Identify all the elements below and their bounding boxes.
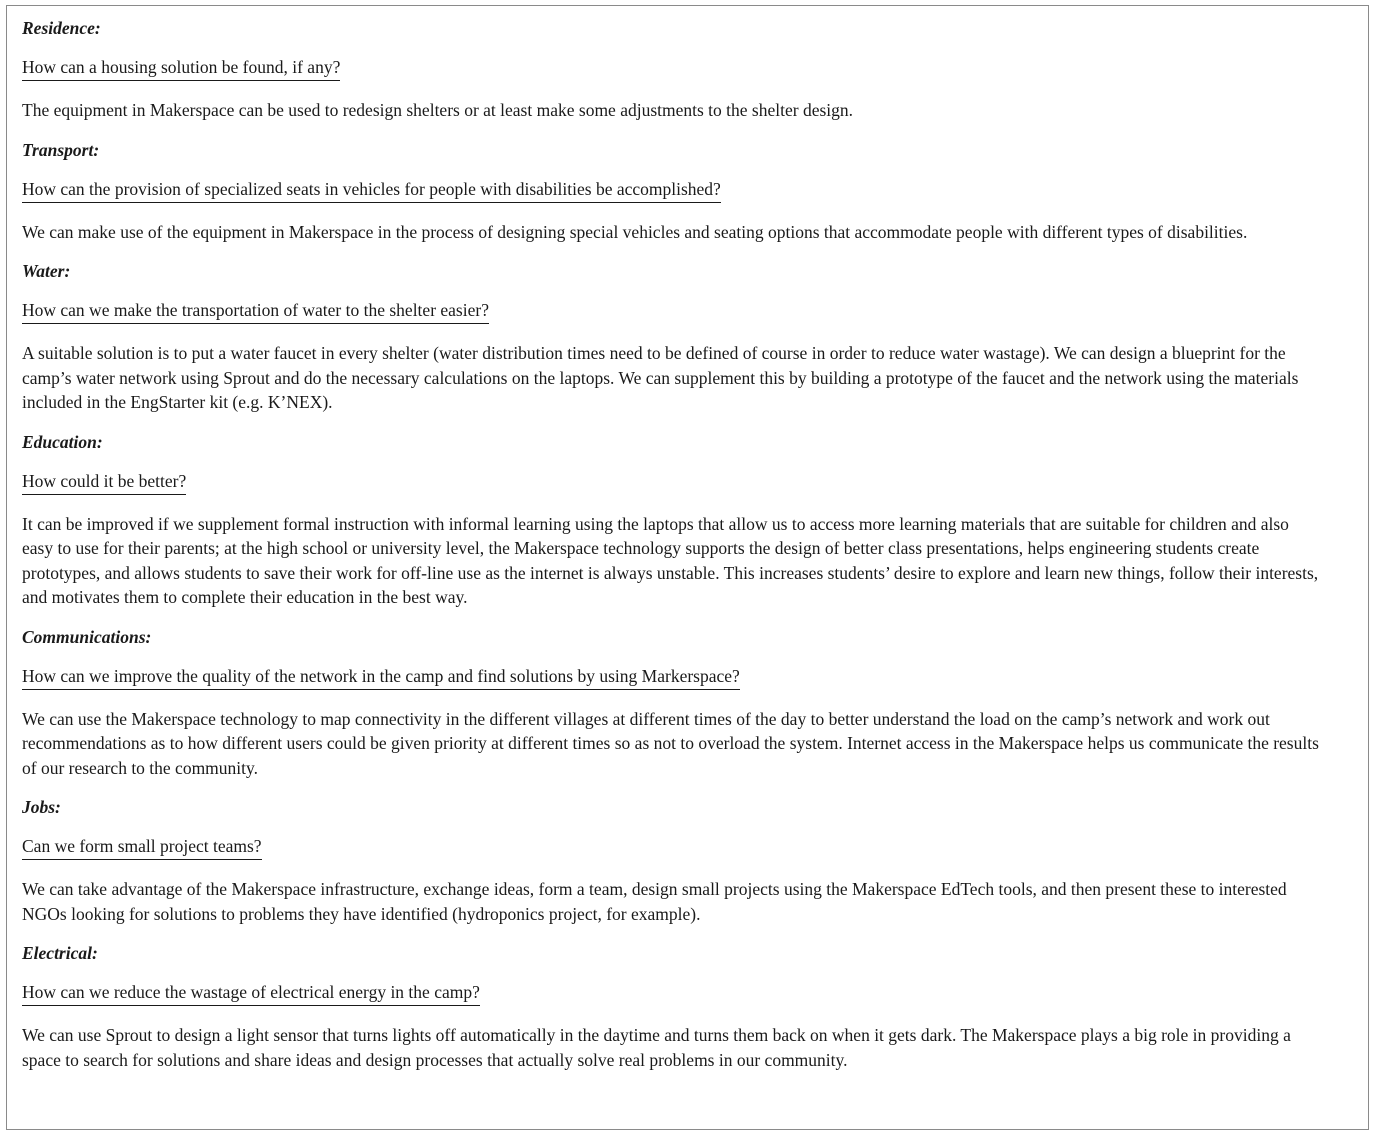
- section-heading: Residence:: [22, 18, 101, 38]
- section-heading: Transport:: [22, 139, 100, 160]
- section-education: [22, 430, 1322, 610]
- section-residence: [22, 16, 1322, 123]
- section-heading: Communications:: [22, 626, 152, 647]
- section-answer: We can make use of the equipment in Makerspace in the process of designing special vehicles and seating options that accommodate people with different types of disabilities.: [22, 221, 1248, 242]
- section-question: How can we improve the quality of the network in the camp and find solutions by using Markerspace?: [22, 665, 740, 690]
- section-answer: We can use Sprout to design a light sensor that turns lights off automatically in the daytime and turns them back on when it gets dark. The Makerspace plays a big role in providing a space to search for solutions and share ideas and design processes that actually solve real problems in our community.: [22, 1025, 1291, 1070]
- section-answer: We can take advantage of the Makerspace infrastructure, exchange ideas, form a team, design small projects using the Makerspace EdTech tools, and then present these to interested NGOs looking for solutions to problems they have identified (hydroponics project, for example).: [22, 879, 1287, 924]
- document-body: [22, 16, 1322, 1087]
- section-question: How could it be better?: [22, 470, 186, 495]
- section-transport: [22, 138, 1322, 245]
- section-answer: A suitable solution is to put a water faucet in every shelter (water distribution times need to be defined of course in order to reduce water wastage). We can design a blueprint for the camp’s water network using Sprout and do the necessary calculations on the laptops. We can supplement this by building a prototype of the faucet and the network using the materials included in the EngStarter kit (e.g. K’NEX).: [22, 343, 1299, 412]
- section-electrical: [22, 941, 1322, 1072]
- section-answer: It can be improved if we supplement formal instruction with informal learning using the laptops that allow us to access more learning materials that are suitable for children and also easy to use for their parents; at the high school or university level, the Makerspace technology supports the design of better class presentations, helps engineering students create prototypes, and allows students to save their work for off-line use as the internet is always unstable. This increases students’ desire to explore and learn new things, follow their interests, and motivates them to complete their education in the best way.: [22, 513, 1319, 607]
- section-heading: Electrical:: [22, 943, 98, 963]
- section-answer: We can use the Makerspace technology to map connectivity in the different villages at different times of the day to better understand the load on the camp’s network and work out recommendations as to how different users could be given priority at different times so as not to overload the system. Internet access in the Makerspace helps us communicate the results of our research to the community.: [22, 708, 1319, 778]
- section-question: How can we reduce the wastage of electrical energy in the camp?: [22, 981, 480, 1006]
- section-question: How can we make the transportation of water to the shelter easier?: [22, 299, 489, 324]
- section-question: How can a housing solution be found, if any?: [22, 56, 340, 81]
- section-water: [22, 259, 1322, 415]
- section-communications: [22, 625, 1322, 781]
- section-answer: The equipment in Makerspace can be used to redesign shelters or at least make some adjustments to the shelter design.: [22, 100, 854, 120]
- section-heading: Education:: [22, 431, 103, 452]
- section-question: Can we form small project teams?: [22, 835, 262, 860]
- section-jobs: [22, 795, 1322, 926]
- section-heading: Jobs:: [22, 797, 61, 817]
- section-heading: Water:: [22, 261, 71, 281]
- section-question: How can the provision of specialized seats in vehicles for people with disabilities be accomplished?: [22, 178, 721, 203]
